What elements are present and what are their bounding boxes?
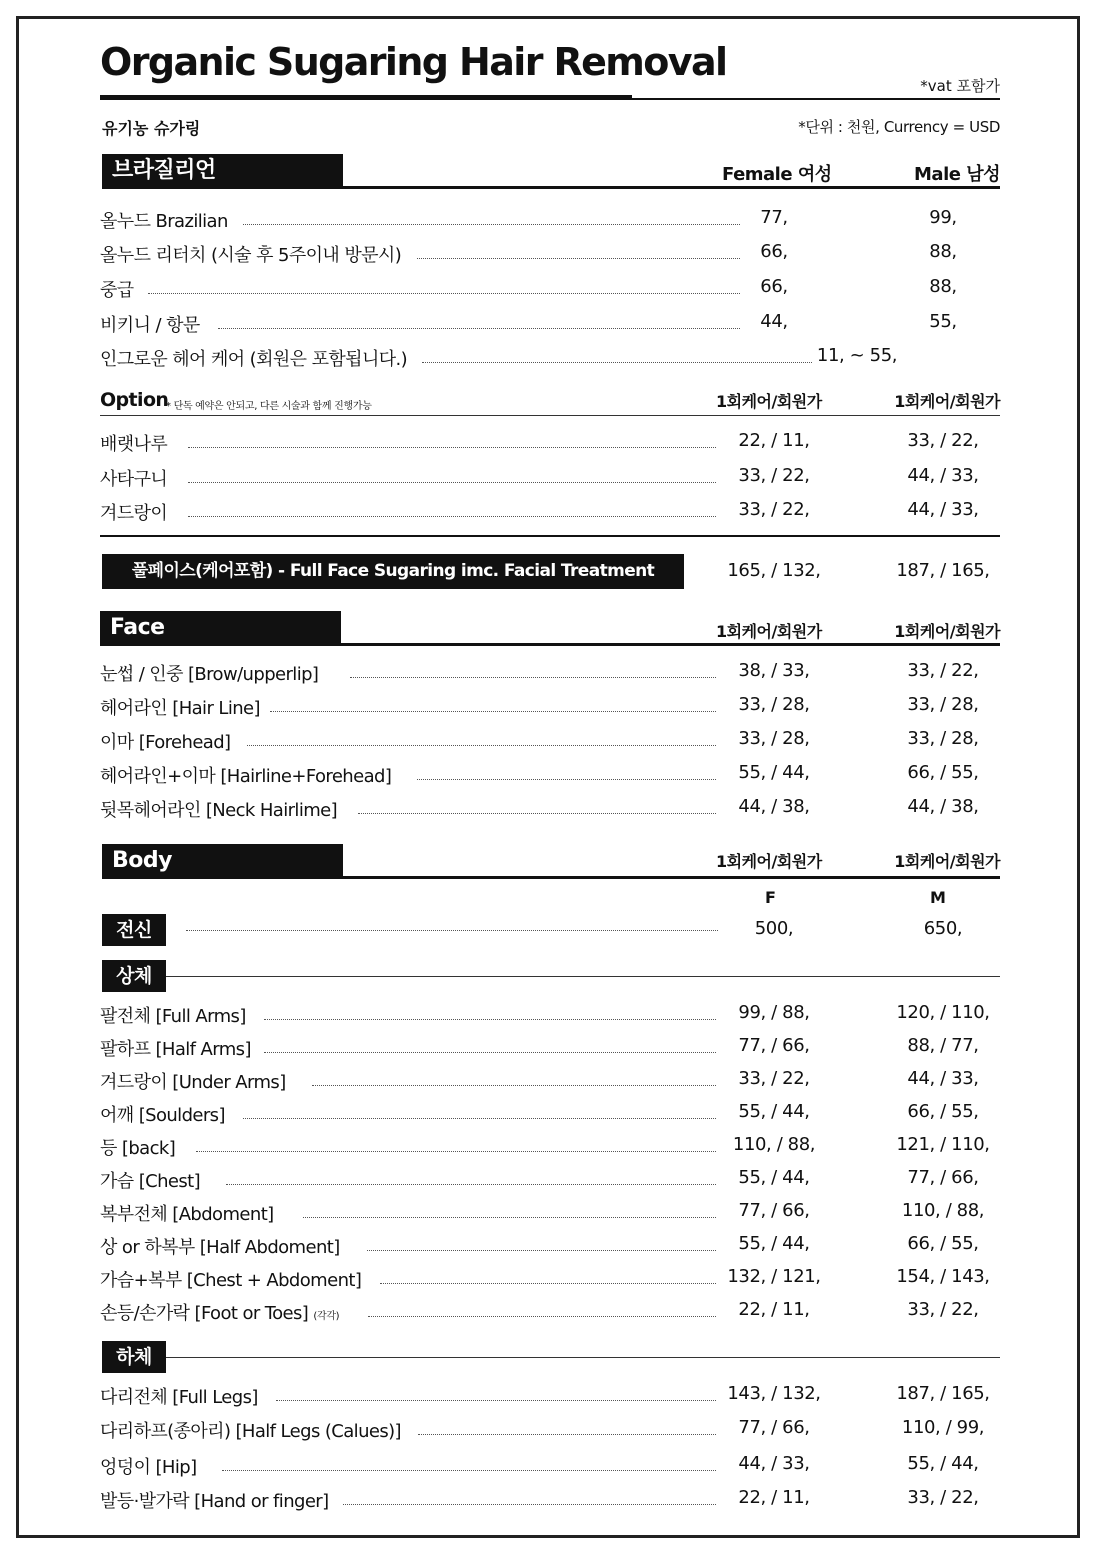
vat-note: *vat 포함가 <box>920 77 1000 95</box>
tag-upper-body: 상체 <box>102 960 166 992</box>
leader-dots <box>247 745 716 746</box>
price-female: 143, / 132, <box>727 1383 821 1404</box>
section-rule <box>102 186 1000 189</box>
row-label: 헤어라인+이마 [Hairline+Forehead] <box>100 766 392 787</box>
price-male: 77, / 66, <box>907 1167 979 1188</box>
price-female: 38, / 33, <box>738 660 810 681</box>
price-male: 33, / 28, <box>907 728 979 749</box>
price-female: 77, / 66, <box>738 1035 810 1056</box>
price-male: 88, <box>929 276 957 297</box>
page-title: Organic Sugaring Hair Removal <box>100 40 727 84</box>
price-female: 77, <box>760 207 788 228</box>
price-male: 110, / 88, <box>901 1200 985 1221</box>
price-female: 33, / 28, <box>738 694 810 715</box>
price-female: 22, / 11, <box>738 1299 810 1320</box>
leader-dots <box>243 1118 716 1119</box>
leader-dots <box>417 258 740 259</box>
row-label: 엉덩이 [Hip] <box>100 1457 197 1478</box>
price-female: 99, / 88, <box>738 1002 810 1023</box>
price-female: 33, / 22, <box>738 465 810 486</box>
row-label <box>100 1299 339 1325</box>
price-female: 132, / 121, <box>727 1266 821 1287</box>
price-male: 55, / 44, <box>907 1453 979 1474</box>
row-label: 상 or 하복부 [Half Abdoment] <box>100 1237 340 1258</box>
row-label-suffix: (각각) <box>313 1311 340 1322</box>
leader-dots <box>188 447 716 448</box>
tag-full-body: 전신 <box>102 914 166 946</box>
leader-dots <box>417 779 716 780</box>
leader-dots <box>418 1434 716 1435</box>
price-male: 33, / 22, <box>907 660 979 681</box>
option-end-rule <box>100 535 1000 537</box>
leader-dots <box>218 328 740 329</box>
row-label: 올누드 리터치 (시술 후 5주이내 방문시) <box>100 245 402 266</box>
leader-dots <box>188 516 716 517</box>
row-label: 다리전체 [Full Legs] <box>100 1387 258 1408</box>
row-label: 눈썹 / 인중 [Brow/upperlip] <box>100 664 319 685</box>
row-label: 가슴 [Chest] <box>100 1171 201 1192</box>
col-male: 1회케어/회원가 <box>894 392 1000 411</box>
price-female: 66, <box>760 241 788 262</box>
price-male: 187, / 165, <box>896 1383 990 1404</box>
price-range: 11, ~ 55, <box>816 345 898 366</box>
price-female: 44, / 33, <box>738 1453 810 1474</box>
leader-dots <box>264 1019 716 1020</box>
col-male: 1회케어/회원가 <box>894 622 1000 641</box>
price-male: 33, / 28, <box>907 694 979 715</box>
row-label: 발등·발가락 [Hand or finger] <box>100 1491 329 1512</box>
leader-dots <box>226 1184 716 1185</box>
price-female: 165, / 132, <box>727 560 821 581</box>
lower-rule <box>166 1357 1000 1358</box>
price-female: 66, <box>760 276 788 297</box>
price-female: 44, <box>760 311 788 332</box>
col-m-short: M <box>930 888 946 907</box>
price-male: 33, / 22, <box>907 1487 979 1508</box>
row-label: 다리하프(종아리) [Half Legs (Calues)] <box>100 1421 401 1442</box>
leader-dots <box>196 1151 716 1152</box>
leader-dots <box>188 482 716 483</box>
price-male: 44, / 33, <box>907 465 979 486</box>
section-body: Body <box>102 844 343 878</box>
row-label: 올누드 Brazilian <box>100 211 228 232</box>
price-female: 77, / 66, <box>738 1417 810 1438</box>
price-female: 110, / 88, <box>732 1134 816 1155</box>
row-label: 사타구니 <box>100 469 168 490</box>
price-female: 77, / 66, <box>738 1200 810 1221</box>
row-label: 비키니 / 항문 <box>100 315 200 336</box>
price-female: 500, <box>754 918 794 939</box>
price-female: 22, / 11, <box>738 1487 810 1508</box>
price-female: 55, / 44, <box>738 762 810 783</box>
row-label: 인그로운 헤어 케어 (회원은 포함됩니다.) <box>100 349 408 370</box>
price-male: 44, / 38, <box>907 796 979 817</box>
row-label: 뒷목헤어라인 [Neck Hairlime] <box>100 800 338 821</box>
leader-dots <box>367 1250 716 1251</box>
price-male: 120, / 110, <box>896 1002 990 1023</box>
col-f-short: F <box>765 888 776 907</box>
price-male: 88, / 77, <box>907 1035 979 1056</box>
col-male: 1회케어/회원가 <box>894 852 1000 871</box>
price-female: 55, / 44, <box>738 1233 810 1254</box>
price-male: 44, / 33, <box>907 1068 979 1089</box>
leader-dots <box>186 930 718 931</box>
price-female: 44, / 38, <box>738 796 810 817</box>
price-male: 66, / 55, <box>907 1233 979 1254</box>
leader-dots <box>312 1085 716 1086</box>
price-male: 650, <box>923 918 963 939</box>
subtitle: 유기농 슈가링 <box>102 119 201 138</box>
leader-dots <box>264 1052 716 1053</box>
row-label: 팔전체 [Full Arms] <box>100 1006 246 1027</box>
row-label: 이마 [Forehead] <box>100 732 231 753</box>
price-male: 66, / 55, <box>907 762 979 783</box>
row-label: 겨드랑이 <box>100 503 168 524</box>
price-male: 121, / 110, <box>896 1134 990 1155</box>
leader-dots <box>368 1316 716 1317</box>
row-label: 중급 <box>100 280 134 301</box>
row-label: 등 [back] <box>100 1138 176 1159</box>
leader-dots <box>270 711 716 712</box>
row-label: 배랫나루 <box>100 434 168 455</box>
leader-dots <box>350 677 716 678</box>
leader-dots <box>243 224 740 225</box>
leader-dots <box>276 1400 716 1401</box>
row-label: 복부전체 [Abdoment] <box>100 1204 274 1225</box>
row-label: 팔하프 [Half Arms] <box>100 1039 251 1060</box>
leader-dots <box>148 293 740 294</box>
leader-dots <box>422 362 812 363</box>
price-male: 99, <box>929 207 957 228</box>
option-note: * 단독 예약은 안되고, 다른 시술과 함께 진행가능 <box>166 401 372 412</box>
price-female: 55, / 44, <box>738 1101 810 1122</box>
tag-lower-body: 하체 <box>102 1341 166 1373</box>
leader-dots <box>358 813 716 814</box>
price-male: 33, / 22, <box>907 1299 979 1320</box>
upper-rule <box>166 976 1000 977</box>
leader-dots <box>380 1283 716 1284</box>
section-rule <box>100 643 1000 646</box>
leader-dots <box>303 1217 716 1218</box>
price-female: 55, / 44, <box>738 1167 810 1188</box>
price-male: 44, / 33, <box>907 499 979 520</box>
row-label: 겨드랑이 [Under Arms] <box>100 1072 286 1093</box>
price-female: 22, / 11, <box>738 430 810 451</box>
row-label: 헤어라인 [Hair Line] <box>100 698 260 719</box>
section-face: Face <box>100 611 341 645</box>
option-rule <box>100 415 1000 416</box>
price-male: 187, / 165, <box>896 560 990 581</box>
option-title: Option <box>100 389 169 411</box>
section-rule <box>102 876 1000 879</box>
section-brazilian: 브라질리언 <box>102 154 343 188</box>
price-female: 33, / 22, <box>738 499 810 520</box>
col-female: Female 여성 <box>722 164 832 185</box>
leader-dots <box>222 1470 716 1471</box>
price-female: 33, / 28, <box>738 728 810 749</box>
price-male: 33, / 22, <box>907 430 979 451</box>
leader-dots <box>343 1504 716 1505</box>
price-male: 88, <box>929 241 957 262</box>
col-female: 1회케어/회원가 <box>716 622 822 641</box>
price-male: 154, / 143, <box>896 1266 990 1287</box>
unit-note: *단위 : 천원, Currency = USD <box>798 118 1000 136</box>
col-female: 1회케어/회원가 <box>716 852 822 871</box>
price-female: 33, / 22, <box>738 1068 810 1089</box>
title-underline-thin <box>632 98 1000 100</box>
col-female: 1회케어/회원가 <box>716 392 822 411</box>
price-male: 66, / 55, <box>907 1101 979 1122</box>
price-male: 110, / 99, <box>901 1417 985 1438</box>
col-male: Male 남성 <box>914 164 1000 185</box>
row-label: 어깨 [Soulders] <box>100 1105 225 1126</box>
price-male: 55, <box>929 311 957 332</box>
row-label: 가슴+복부 [Chest + Abdoment] <box>100 1270 362 1291</box>
full-face-label: 풀페이스(케어포함) - Full Face Sugaring imc. Facial Treatment <box>102 554 684 589</box>
row-label-text: 손등/손가락 [Foot or Toes] <box>100 1303 309 1324</box>
title-underline <box>100 95 632 100</box>
